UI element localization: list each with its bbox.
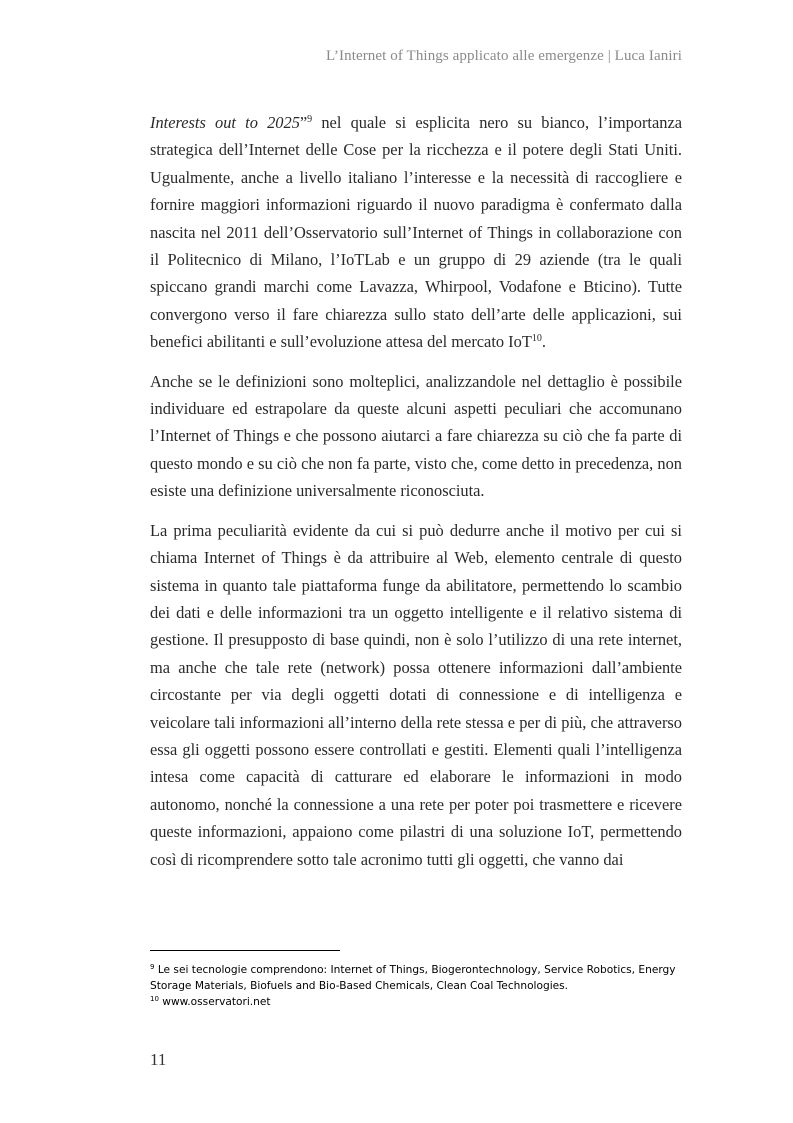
footnotes [150,962,690,1010]
footnote-number: 9 [150,963,155,971]
report-title-italic: Interests out to 2025 [150,113,300,132]
footnote-9 [150,962,690,994]
footnote-text: Le sei tecnologie comprendono: Internet of Things, Biogerontechnology, Service Robotics, Energy Storage Materials, Biofuels and Bio-Based Chemicals, Clean Coal Technologies. [150,964,676,992]
footnote-text: www.osservatori.net [158,996,271,1008]
footnote-ref-9[interactable]: 9 [307,114,313,125]
paragraph-1-end: . [541,332,546,352]
paragraph-2: Anche se le definizioni sono molteplici, analizzandole nel dettaglio è possibile individuare ed estrapolare da queste alcuni aspetti peculiari che accomunano l’Internet of Things e che possono aiutarci a fare chiarezza su ciò che fa parte di questo mondo e su ciò che non fa parte, visto che, come detto in precedenza, non esiste una definizione universalmente riconosciuta. [150,371,682,501]
page-number: 11 [150,1050,167,1069]
footnote-10 [150,994,690,1010]
footnote-number: 10 [150,995,159,1003]
body-text [150,109,682,885]
paragraph-1-text: nel quale si esplicita nero su bianco, l’importanza strategica dell’Internet delle Cose per la ricchezza e il potere degli Stati Uniti. Ugualmente, anche a livello italiano l’interesse e la necessità di raccogliere e fornire maggiori informazioni riguardo il nuovo paradigma è confermato dalla nascita nel 2011 dell’Osservatorio sull’Internet of Things in collaborazione con il Politecnico di Milano, l’IoTLab e un gruppo di 29 aziende (tra le quali spiccano grandi marchi come Lavazza, Whirpool, Vodafone e Bticino). Tutte convergono verso il fare chiarezza sullo stato dell’arte delle applicazioni, sui benefici abilitanti e sull’evoluzione attesa del mercato IoT [150,113,682,352]
paragraph-3: La prima peculiarità evidente da cui si può dedurre anche il motivo per cui si chiama Internet of Things è da attribuire al Web, elemento centrale di questo sistema in quanto tale piattaforma funge da abilitatore, permettendo lo scambio dei dati e delle informazioni tra un oggetto intelligente e il relativo sistema di gestione. Il presupposto di base quindi, non è solo l’utilizzo di una rete internet, ma anche che tale rete (network) possa ottenere informazioni dall’ambiente circostante per via degli oggetti dotati di connessione e di intelligenza e veicolare tali informazioni all’interno della rete stessa e per di più, che attraverso essa gli oggetti possono essere controllati e gestiti. Elementi quali l’intelligenza intesa come capacità di catturare ed elaborare le informazioni in modo autonomo, nonché la connessione a una rete per poter poi trasmettere e ricevere queste informazioni, appaiono come pilastri di una soluzione IoT, permettendo così di ricomprendere sotto tale acronimo tutti gli oggetti, che vanno dai [150,520,682,869]
paragraph-1 [150,109,682,356]
closing-quote: ” [299,113,308,132]
running-header: L’Internet of Things applicato alle emergenze | Luca Ianiri [326,48,682,64]
footnote-separator [150,950,340,951]
footnote-ref-10[interactable]: 10 [531,333,542,345]
